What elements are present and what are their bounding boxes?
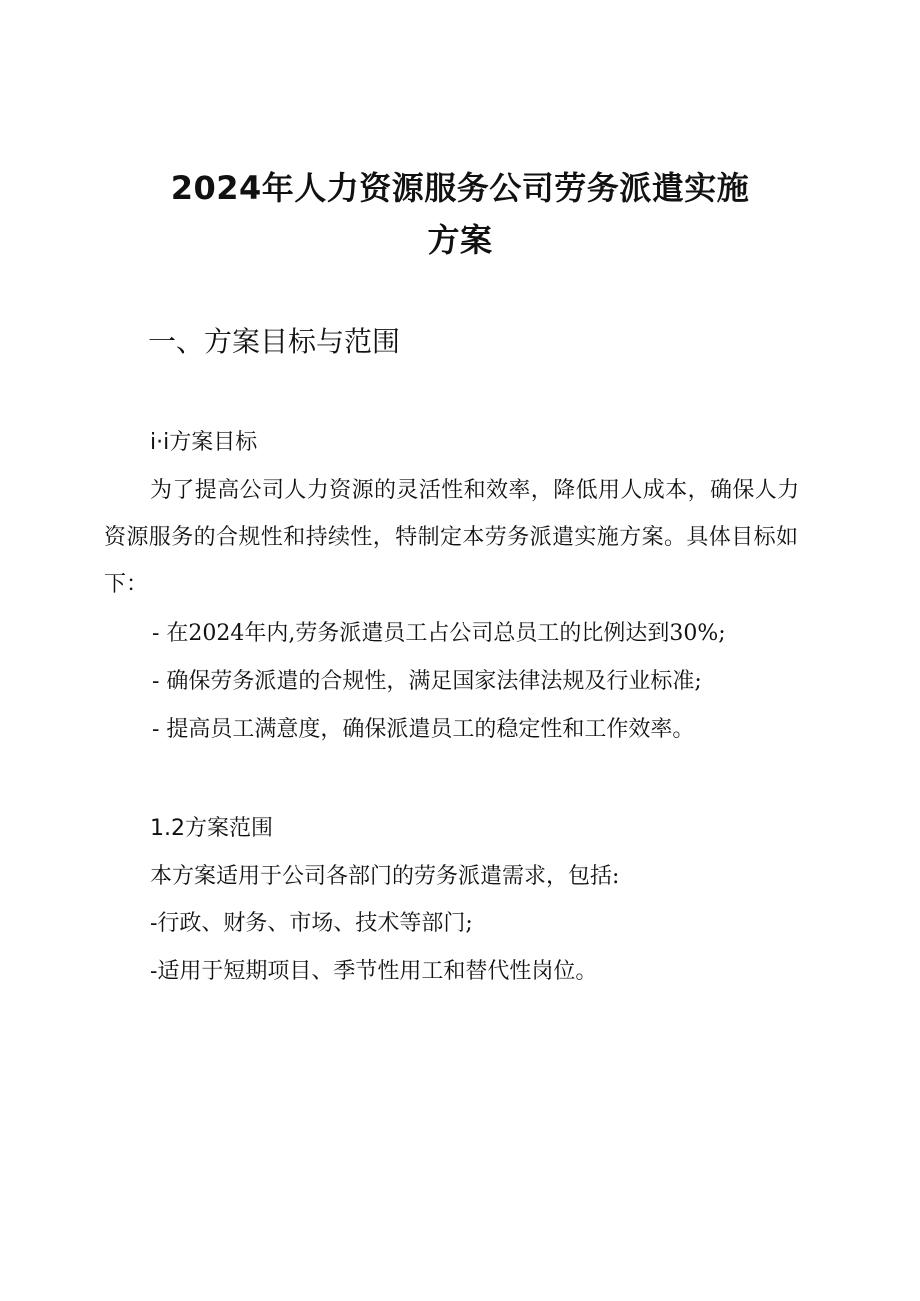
scope-item-1: -行政、财务、市场、技术等部门; (150, 911, 473, 936)
goals-intro-line-1: 为了提高公司人力资源的灵活性和效率，降低用人成本，确保人力 (150, 478, 800, 503)
section-heading: 一、方案目标与范围 (148, 325, 401, 358)
goal-item-2: - 确保劳务派遣的合规性，满足国家法律法规及行业标准; (152, 669, 702, 694)
goals-intro-line-3: 下： (104, 572, 149, 597)
subsection-heading-scope: 1.2方案范围 (150, 816, 273, 841)
scope-item-2: -适用于短期项目、季节性用工和替代性岗位。 (150, 959, 598, 984)
subsection-heading-goals: i·i方案目标 (150, 430, 258, 455)
scope-intro: 本方案适用于公司各部门的劳务派遣需求，包括: (150, 864, 620, 889)
goal-item-3: - 提高员工满意度，确保派遣员工的稳定性和工作效率。 (152, 717, 695, 742)
document-title-line-2: 方案 (427, 221, 493, 259)
document-title-line-1: 2024年人力资源服务公司劳务派遣实施 (170, 169, 750, 207)
goals-intro-line-2: 资源服务的合规性和持续性，特制定本劳务派遣实施方案。具体目标如 (104, 525, 799, 550)
goal-item-1: - 在2024年内,劳务派遣员工占公司总员工的比例达到30%; (152, 621, 726, 646)
